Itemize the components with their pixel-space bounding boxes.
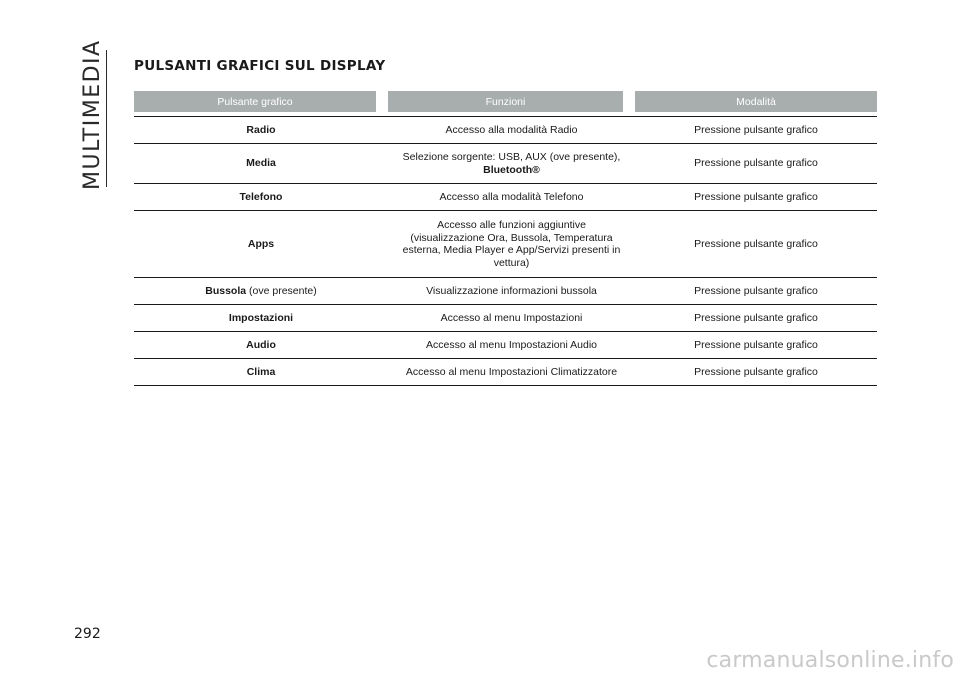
chapter-divider [106,50,107,187]
row-function: Visualizzazione informazioni bussola [426,284,597,297]
row-mode: Pressione pulsante grafico [694,190,818,203]
row-function: Accesso alle funzioni aggiuntive (visualizzazione Ora, Bussola, Temperatura esterna, Media Player e App/Servizi presenti in vettura) [402,219,621,269]
row-button: Telefono [239,190,283,203]
row-function: Accesso al menu Impostazioni Audio [425,338,597,351]
row-button: Media [246,157,276,170]
row-mode: Pressione pulsante grafico [694,284,818,297]
row-button: Bussola (ove presente) [205,284,317,297]
row-button: Clima [246,365,276,378]
row-button: Apps [247,237,275,250]
row-function: Accesso al menu Impostazioni Climatizzatore [405,365,618,378]
row-mode: Pressione pulsante grafico [694,123,818,136]
header-mode: Modalità [635,91,877,112]
page-number: 292 [74,626,101,642]
row-mode: Pressione pulsante grafico [694,338,818,351]
row-mode: Pressione pulsante grafico [694,311,818,324]
section-title: PULSANTI GRAFICI SUL DISPLAY [134,58,386,74]
header-functions: Funzioni [388,91,623,112]
table-row [134,359,877,386]
table-row [134,144,877,184]
table-row [134,305,877,332]
header-button: Pulsante grafico [134,91,376,112]
row-mode: Pressione pulsante grafico [694,365,818,378]
row-function: Accesso alla modalità Radio [445,123,578,136]
watermark: carmanualsonline.info [706,648,954,673]
table-row [134,184,877,211]
chapter-label-text: MULTIMEDIA [80,39,105,190]
row-function: Selezione sorgente: USB, AUX (ove presente), Bluetooth® [402,151,621,176]
table-header [134,91,877,112]
buttons-table [134,91,877,386]
row-mode: Pressione pulsante grafico [694,157,818,170]
chapter-label [80,39,106,190]
row-function: Accesso al menu Impostazioni [440,311,583,324]
row-button: Impostazioni [228,311,294,324]
table-row [134,278,877,305]
row-button: Audio [246,338,276,351]
row-mode: Pressione pulsante grafico [694,237,818,250]
table-row [134,211,877,278]
row-button: Radio [246,123,276,136]
table-row [134,332,877,359]
row-function: Accesso alla modalità Telefono [439,190,584,203]
table-row [134,117,877,144]
